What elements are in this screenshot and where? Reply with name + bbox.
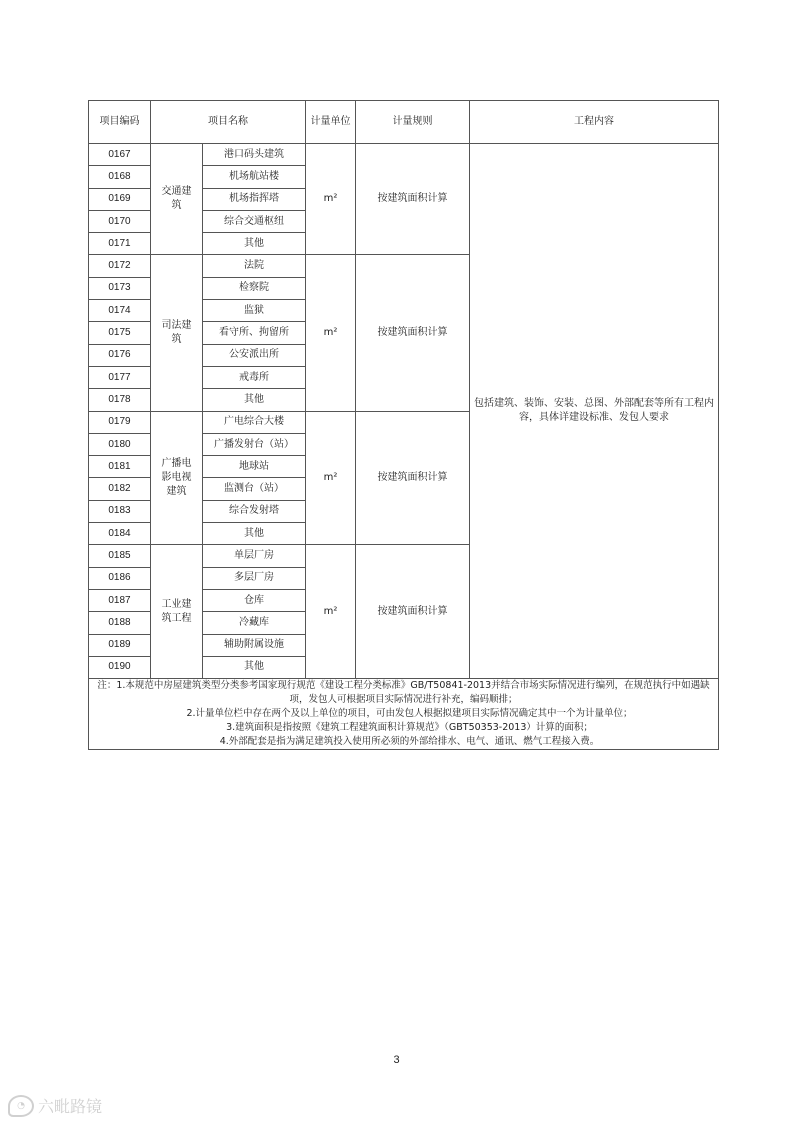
item-code: 0174 [89,300,151,322]
page-number: 3 [393,1054,400,1066]
watermark-logo-icon: ◔ [8,1095,34,1117]
item-code: 0170 [89,210,151,232]
unit-cell: m² [306,411,356,545]
item-name: 检察院 [203,277,306,299]
item-name: 广电综合大楼 [203,411,306,433]
item-code: 0182 [89,478,151,500]
item-code: 0180 [89,433,151,455]
rule-cell: 按建筑面积计算 [356,545,470,679]
item-name: 冷藏库 [203,612,306,634]
header-content: 工程内容 [470,101,719,144]
note-4: 4.外部配套是指为满足建筑投入使用所必须的外部给排水、电气、通讯、燃气工程接入费。 [219,736,600,748]
item-code: 0187 [89,589,151,611]
item-name: 其他 [203,389,306,411]
watermark [8,1094,102,1117]
notes-cell [89,679,719,750]
item-code: 0186 [89,567,151,589]
unit-cell: m² [306,545,356,679]
header-rule: 计量规则 [356,101,470,144]
item-code: 0168 [89,166,151,188]
item-code: 0171 [89,233,151,255]
item-code: 0178 [89,389,151,411]
item-name: 辅助附属设施 [203,634,306,656]
item-code: 0167 [89,144,151,166]
item-code: 0169 [89,188,151,210]
item-code: 0172 [89,255,151,277]
category-label: 交通建筑 [151,144,203,255]
item-name: 综合发射塔 [203,500,306,522]
rule-cell: 按建筑面积计算 [356,255,470,411]
category-label: 广播电影电视建筑 [151,411,203,545]
rule-cell: 按建筑面积计算 [356,144,470,255]
item-name: 综合交通枢纽 [203,210,306,232]
item-code: 0189 [89,634,151,656]
work-content-cell: 包括建筑、装饰、安装、总图、外部配套等所有工程内容，具体详建设标准、发包人要求 [470,144,719,679]
unit-cell: m² [306,144,356,255]
item-code: 0173 [89,277,151,299]
item-name: 地球站 [203,456,306,478]
item-name: 监测台（站） [203,478,306,500]
item-name: 机场航站楼 [203,166,306,188]
item-name: 仓库 [203,589,306,611]
header-name: 项目名称 [151,101,306,144]
header-unit: 计量单位 [306,101,356,144]
notes-row [89,679,719,750]
table-body [89,144,719,679]
item-code: 0179 [89,411,151,433]
item-code: 0175 [89,322,151,344]
item-name: 单层厂房 [203,545,306,567]
item-code: 0183 [89,500,151,522]
item-name: 其他 [203,233,306,255]
item-name: 多层厂房 [203,567,306,589]
item-code: 0185 [89,545,151,567]
category-label: 工业建筑工程 [151,545,203,679]
item-name: 监狱 [203,300,306,322]
item-name: 法院 [203,255,306,277]
table-row [89,144,719,166]
item-name: 港口码头建筑 [203,144,306,166]
note-1: 注：1.本规范中房屋建筑类型分类参考国家现行规范《建设工程分类标准》GB/T50841-2013并结合市场实际情况进行编列，在规范执行中如遇缺项，发包人可根据项目实际情况进行补充，编码顺排； [97,680,710,706]
category-label: 司法建筑 [151,255,203,411]
note-3: 3.建筑面积是指按照《建筑工程建筑面积计算规范》（GBT50353-2013）计算的面积； [226,722,593,734]
item-name: 看守所、拘留所 [203,322,306,344]
note-2: 2.计量单位栏中存在两个及以上单位的项目，可由发包人根据拟建项目实际情况确定其中一个为计量单位； [186,708,633,720]
item-name: 广播发射台（站） [203,433,306,455]
header-code: 项目编码 [89,101,151,144]
item-code: 0181 [89,456,151,478]
item-code: 0184 [89,523,151,545]
item-name: 其他 [203,656,306,678]
item-code: 0190 [89,656,151,678]
item-code: 0177 [89,366,151,388]
item-name: 戒毒所 [203,366,306,388]
item-code: 0176 [89,344,151,366]
item-name: 其他 [203,523,306,545]
rule-cell: 按建筑面积计算 [356,411,470,545]
table-header-row [89,101,719,144]
item-name: 机场指挥塔 [203,188,306,210]
watermark-text: 六毗路镜 [38,1097,103,1116]
spec-table [88,100,719,750]
item-code: 0188 [89,612,151,634]
item-name: 公安派出所 [203,344,306,366]
unit-cell: m² [306,255,356,411]
